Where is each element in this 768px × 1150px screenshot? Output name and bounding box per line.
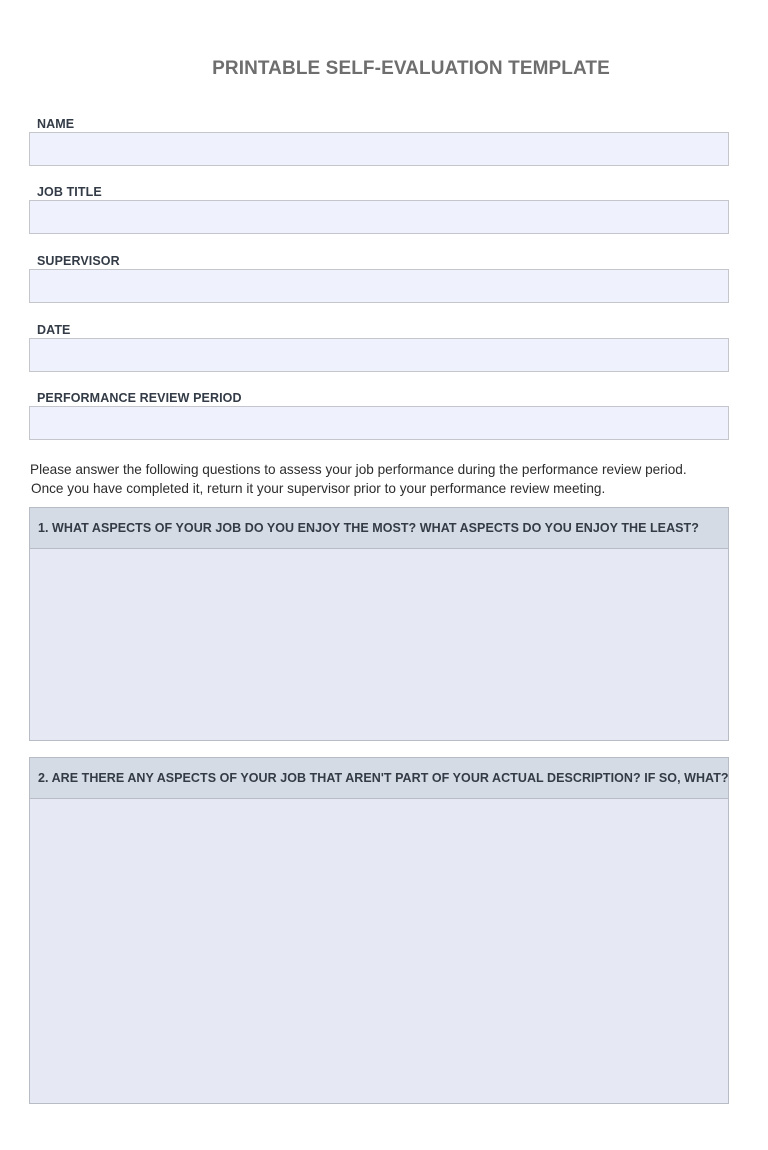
supervisor-field[interactable] [29, 269, 729, 303]
instructions-line-1: Please answer the following questions to assess your job performance during the performance review period. [30, 462, 687, 477]
question-2-answer[interactable] [30, 799, 728, 1103]
question-block-1 [29, 507, 729, 741]
job-title-label: JOB TITLE [37, 185, 102, 199]
name-field[interactable] [29, 132, 729, 166]
instructions [30, 460, 750, 498]
instructions-line-2: Once you have completed it, return it your supervisor prior to your performance review meeting. [31, 481, 606, 496]
job-title-field[interactable] [29, 200, 729, 234]
review-period-label: PERFORMANCE REVIEW PERIOD [37, 391, 242, 405]
question-2-text: 2. ARE THERE ANY ASPECTS OF YOUR JOB THAT AREN'T PART OF YOUR ACTUAL DESCRIPTION? IF SO, WHAT? [30, 758, 728, 799]
name-label: NAME [37, 117, 75, 131]
date-field[interactable] [29, 338, 729, 372]
question-block-2 [29, 757, 729, 1104]
supervisor-label: SUPERVISOR [37, 254, 120, 268]
document-title: PRINTABLE SELF-EVALUATION TEMPLATE [212, 58, 610, 79]
question-1-text: 1. WHAT ASPECTS OF YOUR JOB DO YOU ENJOY THE MOST? WHAT ASPECTS DO YOU ENJOY THE LEAST? [30, 508, 728, 549]
question-1-answer[interactable] [30, 549, 728, 740]
review-period-field[interactable] [29, 406, 729, 440]
date-label: DATE [37, 323, 71, 337]
